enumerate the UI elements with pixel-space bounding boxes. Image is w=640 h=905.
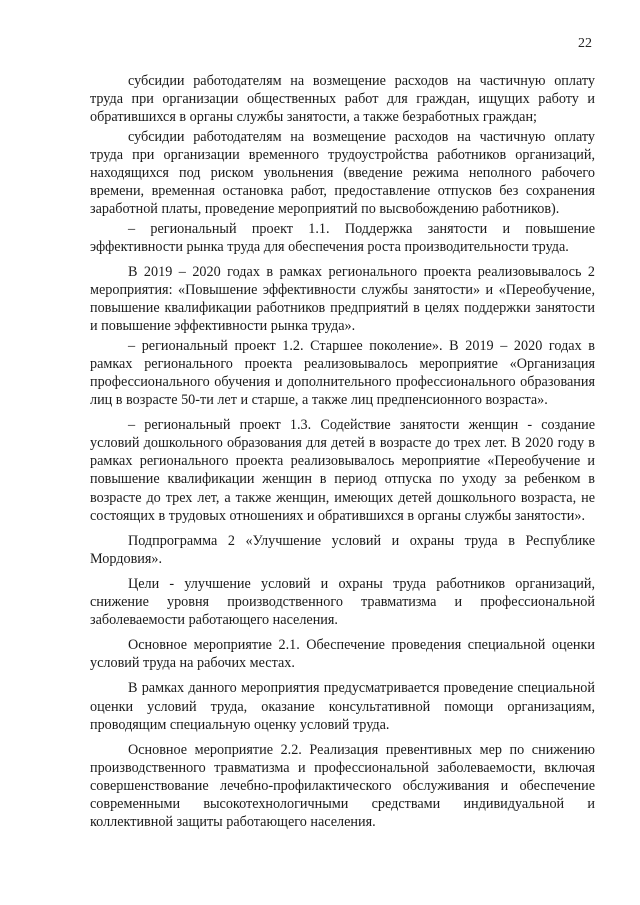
paragraph-main-activity-2-2: Основное мероприятие 2.2. Реализация превентивных мер по снижению производственного травматизма и профессиональной заболеваемости, включая совершенствование лечебно-профилактического обслуживания и обеспечение современными высокотехнологичными средствами индивидуальной и коллективной защиты работающего населения.	[90, 741, 595, 831]
page-number: 22	[578, 36, 592, 51]
paragraph-2019-2020-activities: В 2019 – 2020 годах в рамках регионального проекта реализовывалось 2 мероприятия: «Повышение эффективности службы занятости» и «Переобучение, повышение квалификации работников предприятий в целях поддержки занятости и повышение эффективности рынка труда».	[90, 263, 595, 335]
paragraph-activity-scope: В рамках данного мероприятия предусматривается проведение специальной оценки условий труда, оказание консультативной помощи организациям, проводящим специальную оценку условий труда.	[90, 680, 595, 733]
paragraph-subprogram-2: Подпрограмма 2 «Улучшение условий и охраны труда в Республике Мордовия».	[90, 532, 595, 567]
paragraph-subsidy-temporary-employment: субсидии работодателям на возмещение расходов на частичную оплату труда при организации временного трудоустройства работников организаций, находящихся под риском увольнения (введение режима неполного рабочего времени, временная остановка работ, предоставление отпусков без сохранения заработной платы, проведение мероприятий по высвобождению работников).	[90, 128, 595, 218]
paragraph-regional-project-1-2: – региональный проект 1.2. Старшее поколение». В 2019 – 2020 годах в рамках регионального проекта реализовывалось мероприятие «Организация профессионального обучения и дополнительного профессионального образования лиц в возрасте 50-ти лет и старше, а также лиц предпенсионного возраста».	[90, 337, 595, 409]
paragraph-subsidy-public-works: субсидии работодателям на возмещение расходов на частичную оплату труда при организации общественных работ для граждан, ищущих работу и обратившихся в органы службы занятости, а также безработных граждан;	[90, 73, 595, 126]
paragraph-main-activity-2-1: Основное мероприятие 2.1. Обеспечение проведения специальной оценки условий труда на рабочих местах.	[90, 637, 595, 672]
paragraph-goals: Цели - улучшение условий и охраны труда работников организаций, снижение уровня производственного травматизма и профессиональной заболеваемости работающего населения.	[90, 575, 595, 629]
document-body	[90, 72, 595, 833]
paragraph-regional-project-1-1: – региональный проект 1.1. Поддержка занятости и повышение эффективности рынка труда для обеспечения роста производительности труда.	[90, 220, 595, 255]
paragraph-regional-project-1-3: – региональный проект 1.3. Содействие занятости женщин - создание условий дошкольного образования для детей в возрасте до трех лет. В 2020 году в рамках регионального проекта реализовывалось мероприятие «Переобучение и повышение квалификации женщин в период отпуска по уходу за ребенком в возрасте до трех лет, а также женщин, имеющих детей дошкольного возраста, не состоящих в трудовых отношениях и обратившихся в органы службы занятости».	[90, 417, 595, 524]
